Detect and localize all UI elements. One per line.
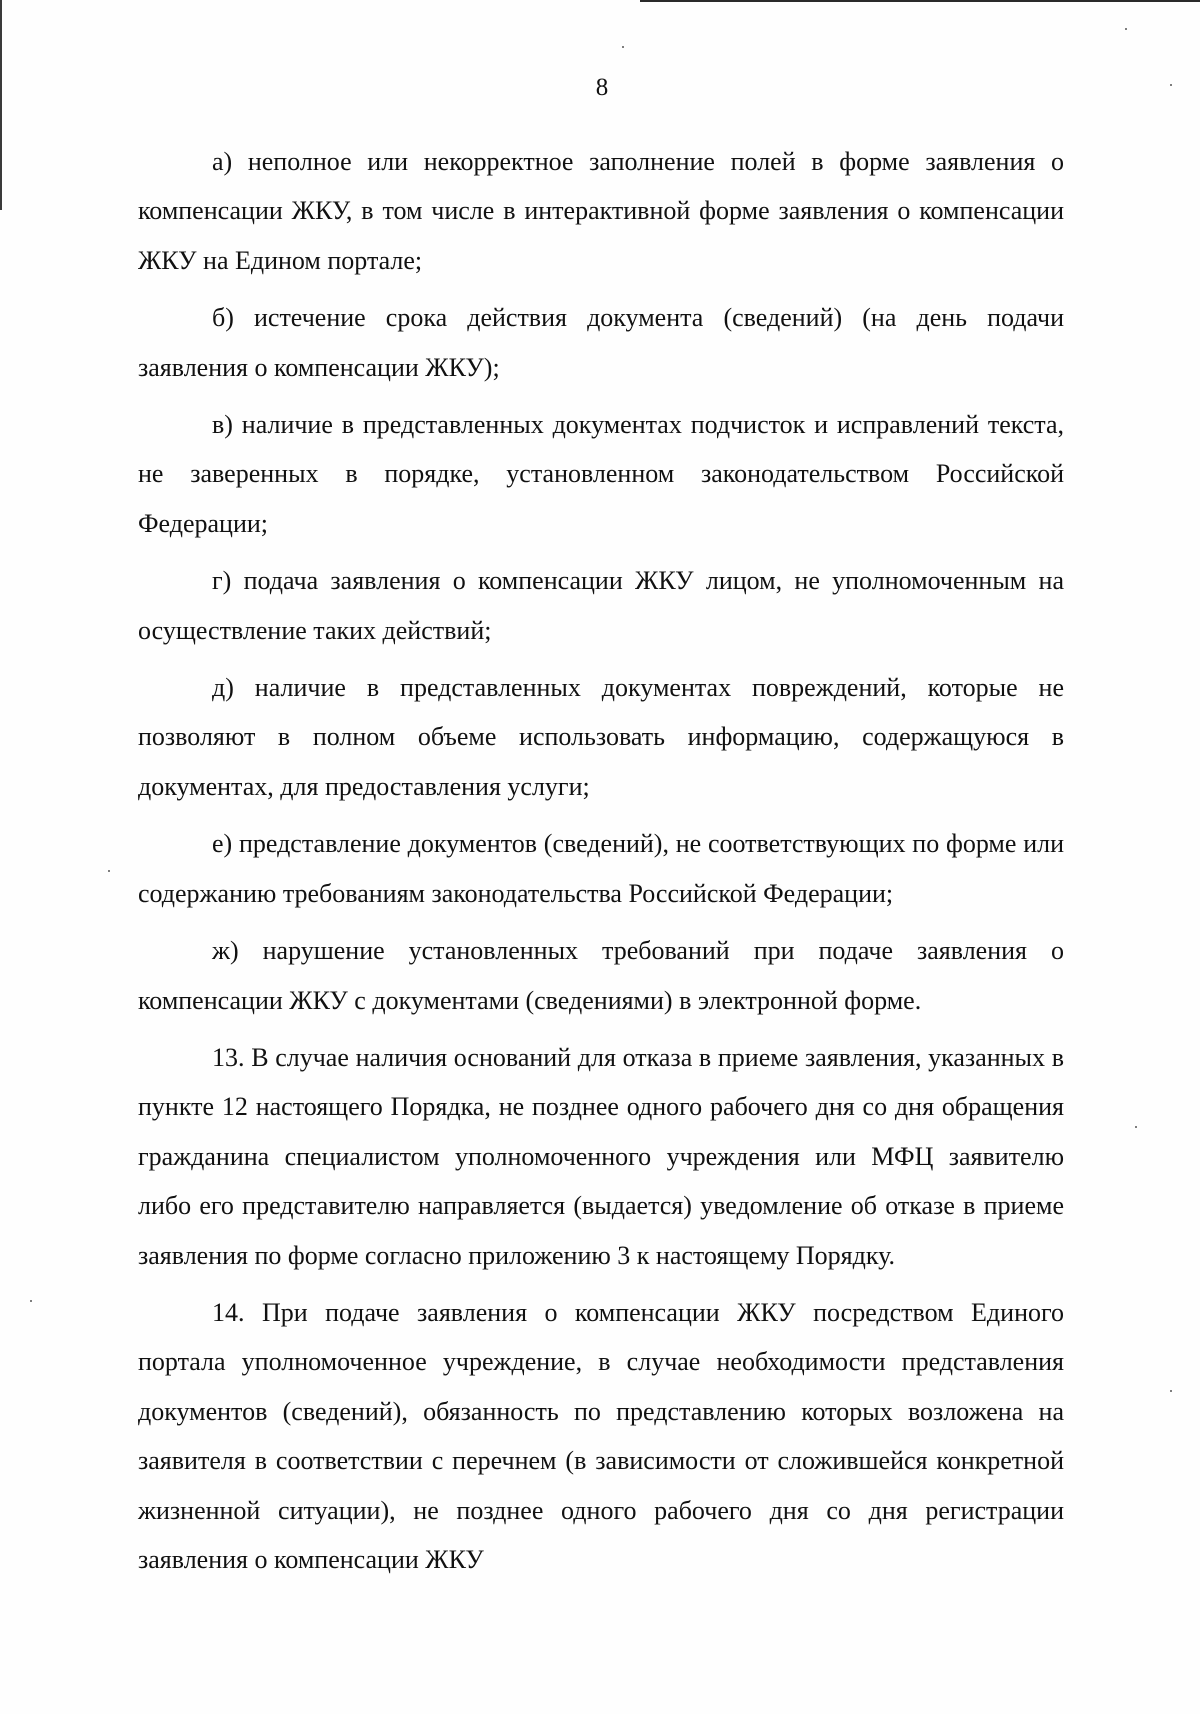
scan-speck — [1135, 1126, 1137, 1128]
paragraph-e: е) представление документов (сведений), не соответствующих по форме или содержанию требованиям законодательства Российской Федерации; — [138, 829, 1064, 908]
document-body — [138, 137, 1064, 1584]
paragraph-a: а) неполное или некорректное заполнение полей в форме заявления о компенсации ЖКУ, в том числе в интерактивной форме заявления о компенсации ЖКУ на Едином портале; — [138, 147, 1064, 275]
paragraph-b: б) истечение срока действия документа (сведений) (на день подачи заявления о компенсации ЖКУ); — [138, 303, 1064, 382]
paragraph-d: д) наличие в представленных документах повреждений, которые не позволяют в полном объеме использовать информацию, содержащуюся в документах, для предоставления услуги; — [138, 673, 1064, 801]
paragraph-zh: ж) нарушение установленных требований при подаче заявления о компенсации ЖКУ с документами (сведениями) в электронной форме. — [138, 936, 1064, 1015]
scan-speck — [1170, 84, 1172, 86]
scan-speck — [1125, 28, 1127, 30]
page-number: 8 — [595, 74, 609, 101]
paragraph-14: 14. При подаче заявления о компенсации ЖКУ посредством Единого портала уполномоченное учреждение, в случае необходимости представления документов (сведений), обязанность по представлению которых возложена на заявителя в соответствии с перечнем (в зависимости от сложившейся конкретной жизненной ситуации), не позднее одного рабочего дня со дня регистрации заявления о компенсации ЖКУ — [138, 1297, 1064, 1574]
scan-speck — [1170, 1390, 1172, 1392]
scan-speck — [30, 1300, 32, 1302]
paragraph-g: г) подача заявления о компенсации ЖКУ лицом, не уполномоченным на осуществление таких действий; — [138, 566, 1064, 645]
paragraph-v: в) наличие в представленных документах подчисток и исправлений текста, не заверенных в порядке, установленном законодательством Российской Федерации; — [138, 410, 1064, 538]
paragraph-13: 13. В случае наличия оснований для отказа в приеме заявления, указанных в пункте 12 настоящего Порядка, не позднее одного рабочего дня со дня обращения гражданина специалистом уполномоченного учреждения или МФЦ заявителю либо его представителю направляется (выдается) уведомление об отказе в приеме заявления по форме согласно приложению 3 к настоящему Порядку. — [138, 1042, 1064, 1270]
scan-edge-top — [640, 0, 1200, 2]
scan-edge-left — [0, 0, 2, 210]
scan-speck — [622, 46, 624, 48]
scan-speck — [108, 870, 110, 872]
